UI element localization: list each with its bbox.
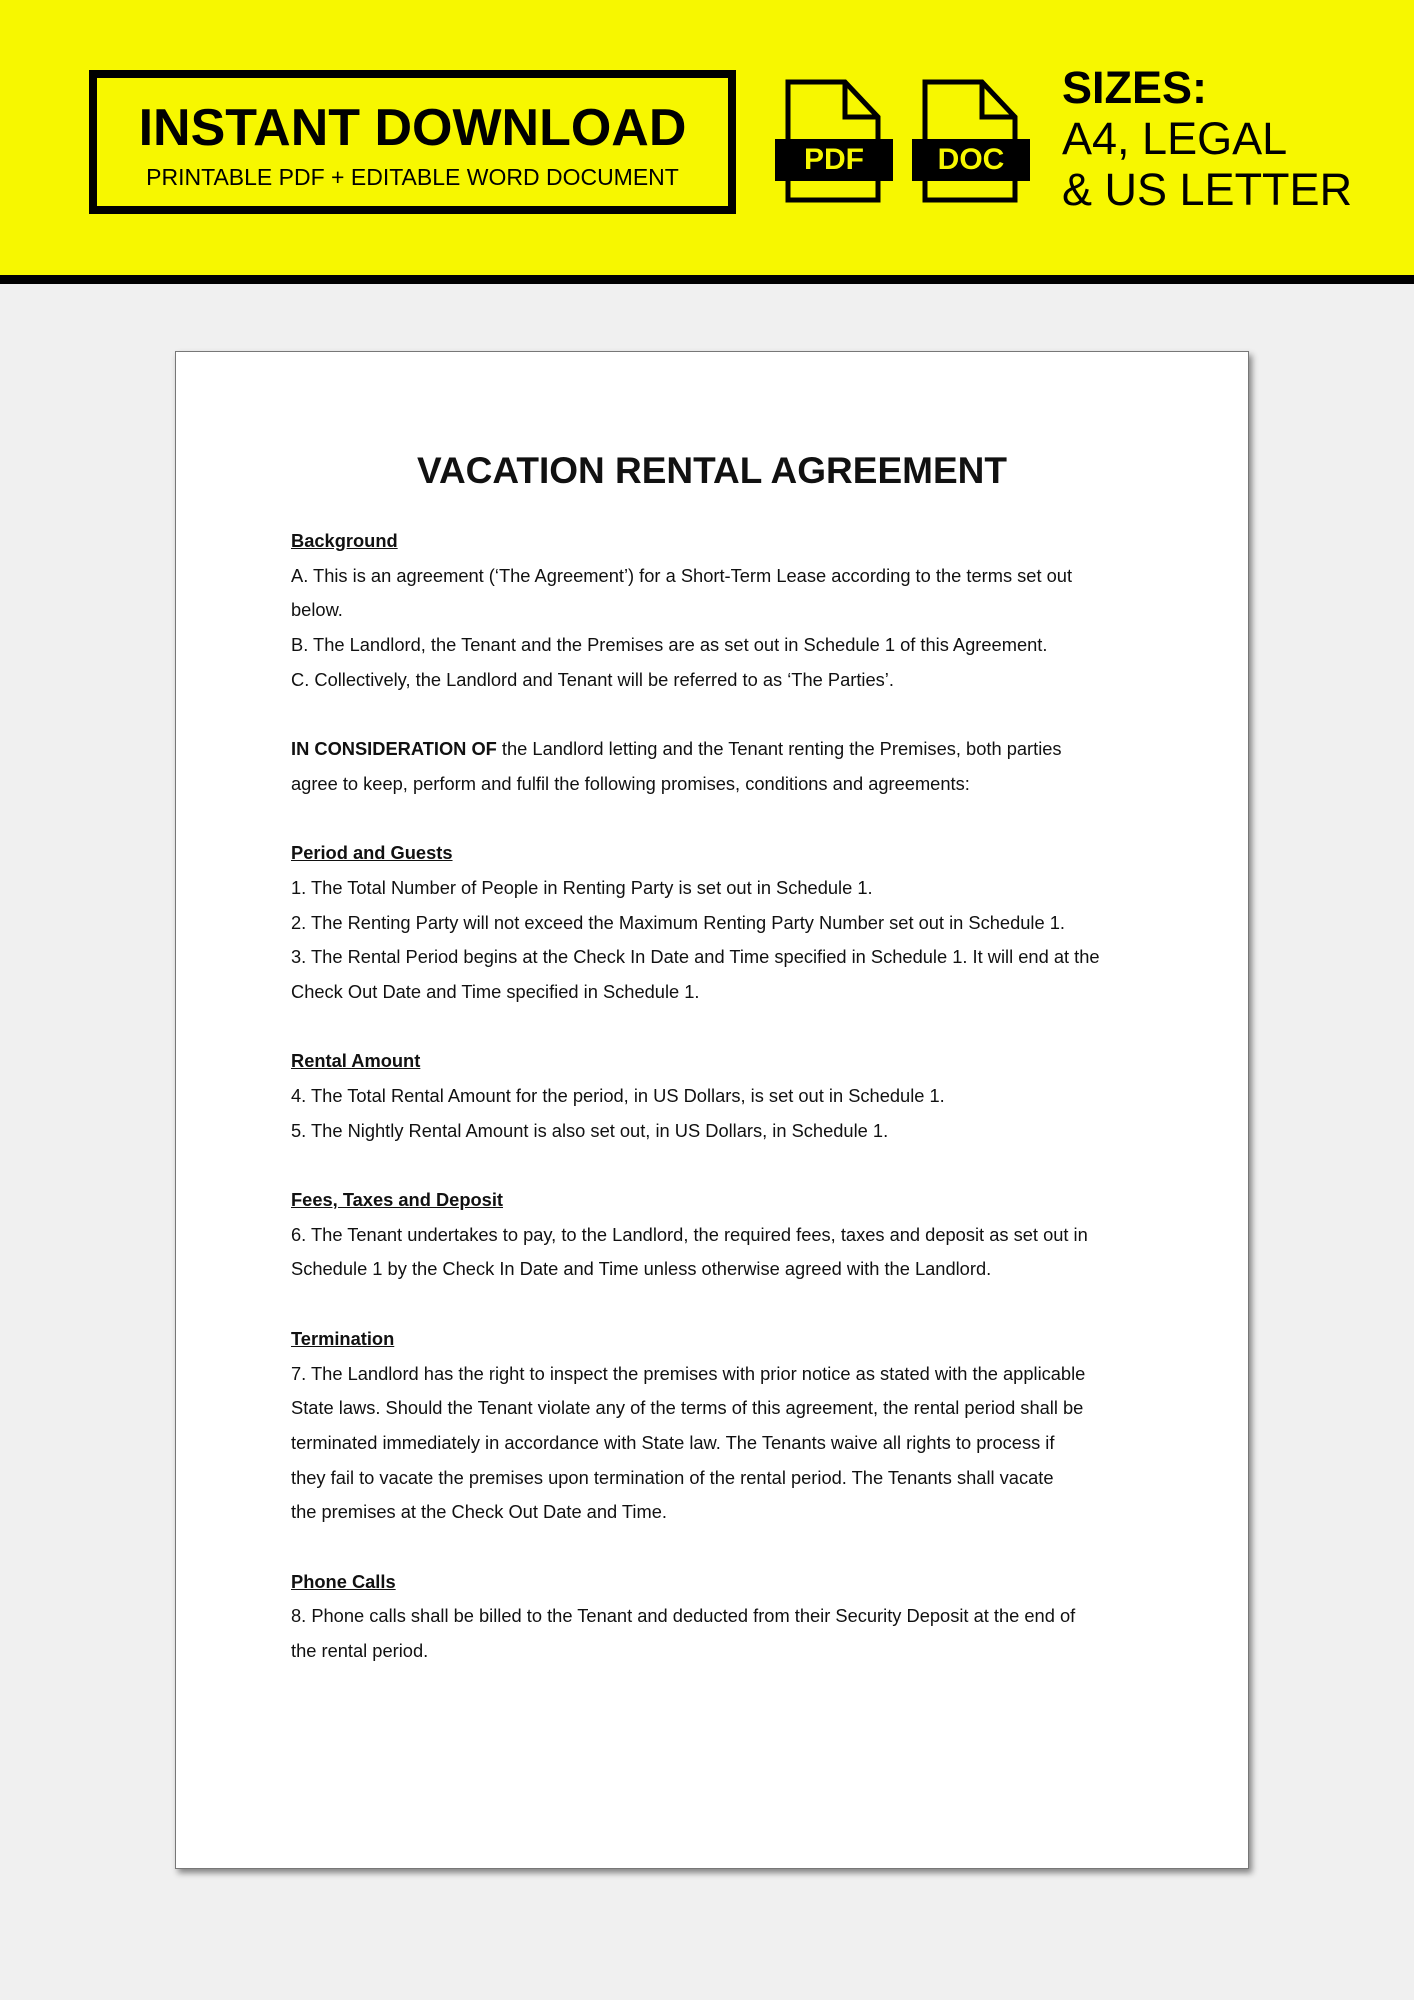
- sizes-label: SIZES:: [1062, 62, 1208, 113]
- paragraph-line: 8. Phone calls shall be billed to the Tenant and deducted from their Security Deposit at the end of: [291, 1605, 1076, 1627]
- doc-label: DOC: [912, 139, 1030, 181]
- paragraph-line: agree to keep, perform and fulfil the following promises, conditions and agreements:: [291, 772, 970, 794]
- paragraph-line: the premises at the Check Out Date and Time.: [291, 1501, 667, 1523]
- download-subheadline: PRINTABLE PDF + EDITABLE WORD DOCUMENT: [146, 164, 679, 190]
- paragraph-line: below.: [291, 599, 343, 621]
- sizes-line-1: A4, LEGAL: [1062, 113, 1288, 164]
- section-heading-background: Background: [291, 530, 398, 551]
- document-body: [291, 524, 1100, 1669]
- document-page: [175, 351, 1249, 1869]
- paragraph-line: terminated immediately in accordance with State law. The Tenants waive all rights to process if: [291, 1431, 1055, 1453]
- paragraph-line: 2. The Renting Party will not exceed the Maximum Renting Party Number set out in Schedule 1.: [291, 911, 1065, 933]
- paragraph-line: C. Collectively, the Landlord and Tenant will be referred to as ‘The Parties’.: [291, 668, 894, 690]
- paragraph-line: 4. The Total Rental Amount for the period, in US Dollars, is set out in Schedule 1.: [291, 1085, 945, 1106]
- section-heading-termination: Termination: [291, 1327, 395, 1349]
- paragraph-line: Check Out Date and Time specified in Schedule 1.: [291, 980, 700, 1002]
- document-title: VACATION RENTAL AGREEMENT: [417, 450, 1007, 491]
- promo-banner: [0, 0, 1414, 275]
- consideration-text: the Landlord letting and the Tenant renting the Premises, both parties: [496, 738, 1062, 760]
- sizes-info: [1062, 62, 1352, 215]
- section-heading-period: Period and Guests: [291, 842, 453, 864]
- paragraph-line: State laws. Should the Tenant violate any of the terms of this agreement, the rental period shall be: [291, 1397, 1084, 1419]
- paragraph-line: 1. The Total Number of People in Renting Party is set out in Schedule 1.: [291, 876, 873, 898]
- pdf-file-icon: [775, 79, 893, 203]
- paragraph-line: 6. The Tenant undertakes to pay, to the Landlord, the required fees, taxes and deposit as set out in: [291, 1223, 1088, 1245]
- section-heading-rental: Rental Amount: [291, 1050, 421, 1072]
- paragraph-line: they fail to vacate the premises upon termination of the rental period. The Tenants shall vacate: [291, 1466, 1054, 1488]
- doc-file-icon: [912, 79, 1030, 203]
- section-heading-fees: Fees, Taxes and Deposit: [291, 1189, 504, 1211]
- consideration-bold: IN CONSIDERATION OF: [291, 738, 497, 760]
- paragraph-line: 3. The Rental Period begins at the Check In Date and Time specified in Schedule 1. It will end at the: [291, 946, 1100, 968]
- paragraph-line: Schedule 1 by the Check In Date and Time unless otherwise agreed with the Landlord.: [291, 1258, 992, 1280]
- paragraph-line: 7. The Landlord has the right to inspect the premises with prior notice as stated with the applicable: [291, 1362, 1086, 1384]
- paragraph-line: B. The Landlord, the Tenant and the Premises are as set out in Schedule 1 of this Agreement.: [291, 634, 1048, 656]
- instant-download-box: [89, 70, 736, 214]
- paragraph-line: A. This is an agreement (‘The Agreement’) for a Short-Term Lease according to the terms set out: [291, 564, 1073, 586]
- consideration-line: [291, 732, 1100, 767]
- sizes-line-2: & US LETTER: [1062, 164, 1353, 215]
- section-heading-phone: Phone Calls: [291, 1570, 396, 1592]
- instant-download-headline: INSTANT DOWNLOAD: [138, 99, 687, 157]
- paragraph-line: the rental period.: [291, 1640, 429, 1661]
- paragraph-line: 5. The Nightly Rental Amount is also set out, in US Dollars, in Schedule 1.: [291, 1119, 889, 1141]
- banner-divider: [0, 275, 1414, 284]
- pdf-label: PDF: [775, 139, 893, 181]
